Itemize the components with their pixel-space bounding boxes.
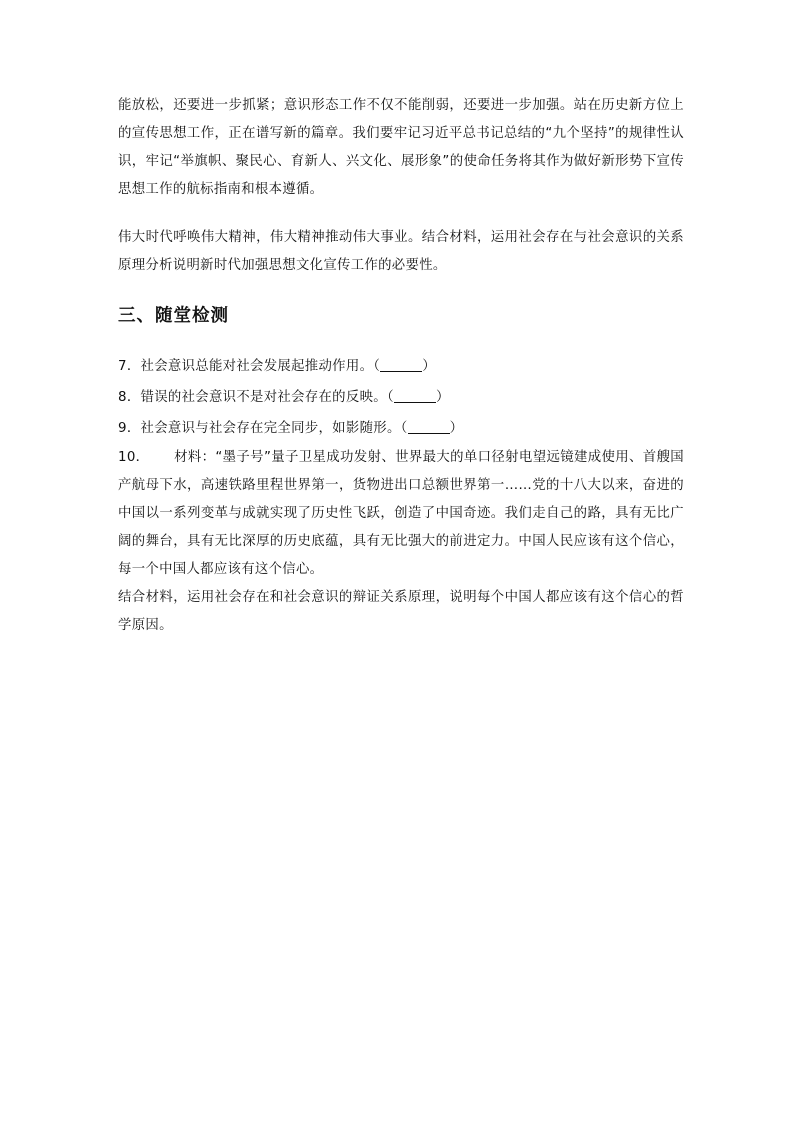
answer-blank[interactable] bbox=[394, 389, 436, 403]
question-7: 7．社会意识总能对社会发展起推动作用。（ ） bbox=[118, 359, 436, 374]
question-text: 社会意识与社会存在完全同步，如影随形。（ bbox=[140, 421, 408, 436]
document-page bbox=[118, 92, 684, 640]
question-number: 9． bbox=[118, 421, 141, 436]
question-prompt: 伟大时代呼唤伟大精神，伟大精神推动伟大事业。结合材料，运用社会存在与社会意识的关系原理分析说明新时代加强思想文化宣传工作的必要性。 bbox=[118, 230, 684, 273]
question-10-material: 材料：“墨子号”量子卫星成功发射、世界最大的单口径射电望远镜建成使用、首艘国产航母下水，高速铁路里程世界第一，货物进出口总额世界第一……党的十八大以来，奋进的中国以一系列变革与成就实现了历史性飞跃，创造了中国奇迹。我们走自己的路，具有无比广阔的舞台，具有无比深厚的历史底蕴，具有无比强大的前进定力。中国人民应该有这个信心，每一个中国人都应该有这个信心。 bbox=[118, 450, 684, 577]
section-heading: 三、随堂检测 bbox=[118, 306, 229, 326]
material-paragraph: 能放松，还要进一步抓紧；意识形态工作不仅不能削弱，还要进一步加强。站在历史新方位上的宣传思想工作，正在谱写新的篇章。我们要牢记习近平总书记总结的“九个坚持”的规律性认识，牢记“举旗帜、聚民心、育新人、兴文化、展形象”的使命任务将其作为做好新形势下宣传思想工作的航标指南和根本遵循。 bbox=[118, 98, 684, 197]
question-text: 社会意识总能对社会发展起推动作用。（ bbox=[140, 359, 381, 374]
answer-blank[interactable] bbox=[380, 358, 422, 372]
question-10-task: 结合材料，运用社会存在和社会意识的辩证关系原理，说明每个中国人都应该有这个信心的哲学原因。 bbox=[118, 590, 684, 633]
question-number: 7． bbox=[118, 359, 141, 374]
question-number: 8． bbox=[118, 390, 141, 405]
question-10 bbox=[118, 444, 684, 584]
question-text: 错误的社会意识不是对社会存在的反映。（ bbox=[140, 390, 394, 405]
question-9: 9．社会意识与社会存在完全同步，如影随形。（ ） bbox=[118, 421, 464, 436]
question-number: 10． bbox=[118, 450, 150, 465]
answer-blank[interactable] bbox=[408, 420, 450, 434]
question-8: 8．错误的社会意识不是对社会存在的反映。（ ） bbox=[118, 390, 450, 405]
